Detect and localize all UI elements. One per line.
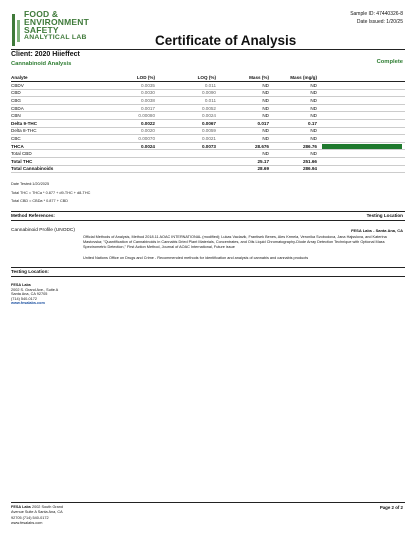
client-name: Client: 2020 Hiieffect	[11, 51, 80, 58]
table-cell-mass-pct: 28.676	[216, 142, 269, 150]
footer-divider	[11, 502, 405, 503]
table-cell-bar	[317, 112, 405, 120]
table-cell-lod: 0.0024	[109, 142, 155, 150]
leaf-logo-icon	[11, 12, 22, 48]
table-cell-mass-pct: ND	[216, 127, 269, 135]
table-cell-loq: 0.011	[155, 97, 216, 105]
method-name: Cannabinoid Profile (UNODC)	[11, 228, 75, 233]
table-cell-mass-pct: ND	[216, 104, 269, 112]
table-cell-bar	[317, 97, 405, 105]
total-cbd-formula: Total CBD = CBDa * 0.877 + CBD	[11, 199, 68, 203]
col-lod: LOD (%)	[109, 73, 155, 82]
footer-line-1: 2002 South Grand	[31, 505, 64, 509]
table-cell-analyte: Total CBD	[11, 150, 109, 158]
testing-location-heading: Testing Location	[366, 213, 403, 218]
table-cell-bar	[317, 104, 405, 112]
logo-line-1: FOOD &	[24, 9, 59, 19]
table-cell-lod: 0.0030	[109, 89, 155, 97]
table-cell-mass-mg: 286.94	[269, 165, 317, 173]
table-cell-mass-pct: 0.017	[216, 119, 269, 127]
table-row	[11, 157, 405, 165]
table-cell-analyte: CBD	[11, 89, 109, 97]
table-cell-loq: 0.0090	[155, 89, 216, 97]
company-logo	[11, 10, 116, 50]
location-divider-bottom	[11, 276, 405, 277]
location-divider-top	[11, 267, 405, 268]
table-cell-lod: 0.00080	[109, 112, 155, 120]
table-cell-analyte: CBN	[11, 112, 109, 120]
table-cell-analyte: Total Cannabinoids	[11, 165, 109, 173]
cannabinoid-table	[11, 73, 405, 173]
method-description: Official Methods of Analysis, Method 2018.11 AOAC INTERNATIONAL (modified); Lukas Vaclavik, Frantisek Benes, Ales Krmela, Veronika Svobodova, Jana Hajsslova, and Katerina Mastovska; "Quantification of Cannabinoids in Cannabis Dried Plant Materials, Concentrates, and Oils Liquid Chromatography-Diode Array Detection Technique with Optional Mass Spectrometric Detection," First Action Method, Journal of AOAC International, Future issue	[83, 235, 387, 249]
table-cell-loq: 0.0021	[155, 135, 216, 143]
table-cell-bar	[317, 157, 405, 165]
footer-line-4: www.fesalabs.com	[11, 521, 43, 526]
table-cell-loq: 0.0024	[155, 112, 216, 120]
table-cell-bar	[317, 119, 405, 127]
lab-street: 2002 S. Grand Ave., Suite A	[11, 287, 59, 292]
table-cell-mass-pct: ND	[216, 82, 269, 90]
logo-line-2: ENVIRONMENT	[24, 17, 90, 27]
method-references-heading: Method References:	[11, 213, 55, 218]
table-row	[11, 135, 405, 143]
date-tested: Date Tested:1/20/2025	[11, 182, 50, 186]
table-cell-bar	[317, 82, 405, 90]
table-cell-mass-mg: ND	[269, 104, 317, 112]
table-cell-bar	[317, 89, 405, 97]
table-row	[11, 82, 405, 90]
table-cell-bar	[317, 150, 405, 158]
footer-line-3: 92705 (714) 540-0172	[11, 515, 49, 520]
date-issued: Date Issued: 1/20/25	[356, 19, 403, 25]
method-divider-top	[11, 211, 405, 212]
lab-name: FESA Labs	[11, 283, 31, 287]
col-loq: LOQ (%)	[155, 73, 216, 82]
table-cell-bar	[317, 165, 405, 173]
lab-phone: (714) 540-0172	[11, 296, 37, 301]
section-title: Cannabinoid Analysis	[11, 61, 72, 67]
table-cell-mass-mg: ND	[269, 112, 317, 120]
table-header-row	[11, 73, 405, 82]
testing-location-section-heading: Testing Location:	[11, 269, 49, 274]
col-bar	[317, 73, 405, 82]
table-row	[11, 119, 405, 127]
page-title: Certificate of Analysis	[155, 33, 297, 48]
table-cell-lod: 0.0022	[109, 119, 155, 127]
header-divider	[11, 49, 405, 50]
table-cell-mass-pct: ND	[216, 112, 269, 120]
table-cell-loq: 0.0059	[155, 127, 216, 135]
logo-wordmark	[24, 10, 89, 42]
table-cell-loq	[155, 157, 216, 165]
table-row	[11, 89, 405, 97]
table-cell-lod	[109, 150, 155, 158]
table-cell-mass-mg: ND	[269, 127, 317, 135]
table-cell-bar	[317, 142, 405, 150]
table-row	[11, 97, 405, 105]
table-cell-mass-mg: ND	[269, 89, 317, 97]
table-cell-mass-pct: ND	[216, 150, 269, 158]
table-cell-lod: 0.0017	[109, 104, 155, 112]
table-cell-lod	[109, 165, 155, 173]
status-badge: Complete	[376, 59, 403, 65]
table-cell-lod: 0.0020	[109, 127, 155, 135]
table-cell-loq: 0.0073	[155, 142, 216, 150]
table-row	[11, 127, 405, 135]
table-cell-lod: 0.0038	[109, 97, 155, 105]
footer-line-2: Avenue Suite A Santa Ana, CA	[11, 510, 63, 515]
page-number: Page 2 of 2	[379, 505, 403, 510]
col-analyte: Analyte	[11, 73, 109, 82]
lab-website-link[interactable]: www.fesalabs.com	[11, 301, 45, 306]
table-cell-lod	[109, 157, 155, 165]
table-cell-mass-mg: ND	[269, 82, 317, 90]
table-cell-loq	[155, 150, 216, 158]
document-meta	[350, 10, 403, 26]
table-cell-bar	[317, 135, 405, 143]
logo-line-4: ANALYTICAL LAB	[24, 34, 87, 41]
table-cell-analyte: Delta 9-THC	[11, 119, 109, 127]
table-cell-mass-mg: ND	[269, 135, 317, 143]
table-cell-mass-pct: ND	[216, 97, 269, 105]
table-cell-bar	[317, 127, 405, 135]
table-cell-mass-pct: 28.69	[216, 165, 269, 173]
table-cell-mass-mg: ND	[269, 150, 317, 158]
table-cell-analyte: THCA	[11, 142, 109, 150]
sample-id: Sample ID: 47440326-8	[350, 11, 403, 17]
table-row	[11, 104, 405, 112]
table-cell-mass-pct: 25.17	[216, 157, 269, 165]
table-cell-mass-mg: 251.66	[269, 157, 317, 165]
table-cell-mass-pct: ND	[216, 135, 269, 143]
table-cell-analyte: CBG	[11, 97, 109, 105]
table-cell-lod: 0.00070	[109, 135, 155, 143]
table-cell-analyte: CBDA	[11, 104, 109, 112]
table-row	[11, 150, 405, 158]
table-cell-loq: 0.0067	[155, 119, 216, 127]
lab-address	[11, 283, 58, 306]
lab-city: Santa Ana, CA 92705	[11, 292, 48, 297]
table-cell-mass-pct: ND	[216, 89, 269, 97]
table-row	[11, 112, 405, 120]
total-thc-formula: Total THC = THCa * 0.877 + d9-THC + d8-THC	[11, 191, 91, 195]
table-row	[11, 142, 405, 150]
col-mass-mg: Mass (mg/g)	[269, 73, 317, 82]
table-cell-analyte: CBC	[11, 135, 109, 143]
mass-bar	[322, 144, 402, 149]
col-mass-pct: Mass (%)	[216, 73, 269, 82]
table-cell-lod: 0.0035	[109, 82, 155, 90]
footer-lab-name: FESA Labs	[11, 505, 31, 509]
table-cell-loq: 0.011	[155, 82, 216, 90]
table-cell-mass-mg: ND	[269, 97, 317, 105]
table-cell-loq	[155, 165, 216, 173]
table-cell-analyte: CBDV	[11, 82, 109, 90]
table-cell-mass-mg: 286.76	[269, 142, 317, 150]
logo-line-3: SAFETY	[24, 25, 59, 35]
table-cell-mass-mg: 0.17	[269, 119, 317, 127]
method-divider-bottom	[11, 220, 405, 221]
table-cell-loq: 0.0052	[155, 104, 216, 112]
table-row	[11, 165, 405, 173]
method-lab: FESA Labs - Santa Ana, CA	[351, 228, 403, 233]
table-cell-analyte: Delta 8-THC	[11, 127, 109, 135]
table-cell-analyte: Total THC	[11, 157, 109, 165]
footer-address	[11, 505, 63, 527]
method-description-unodc: United Nations Office on Drugs and Crime - Recommended methods for identification and analysis of cannabis and cannabis products	[83, 256, 309, 260]
